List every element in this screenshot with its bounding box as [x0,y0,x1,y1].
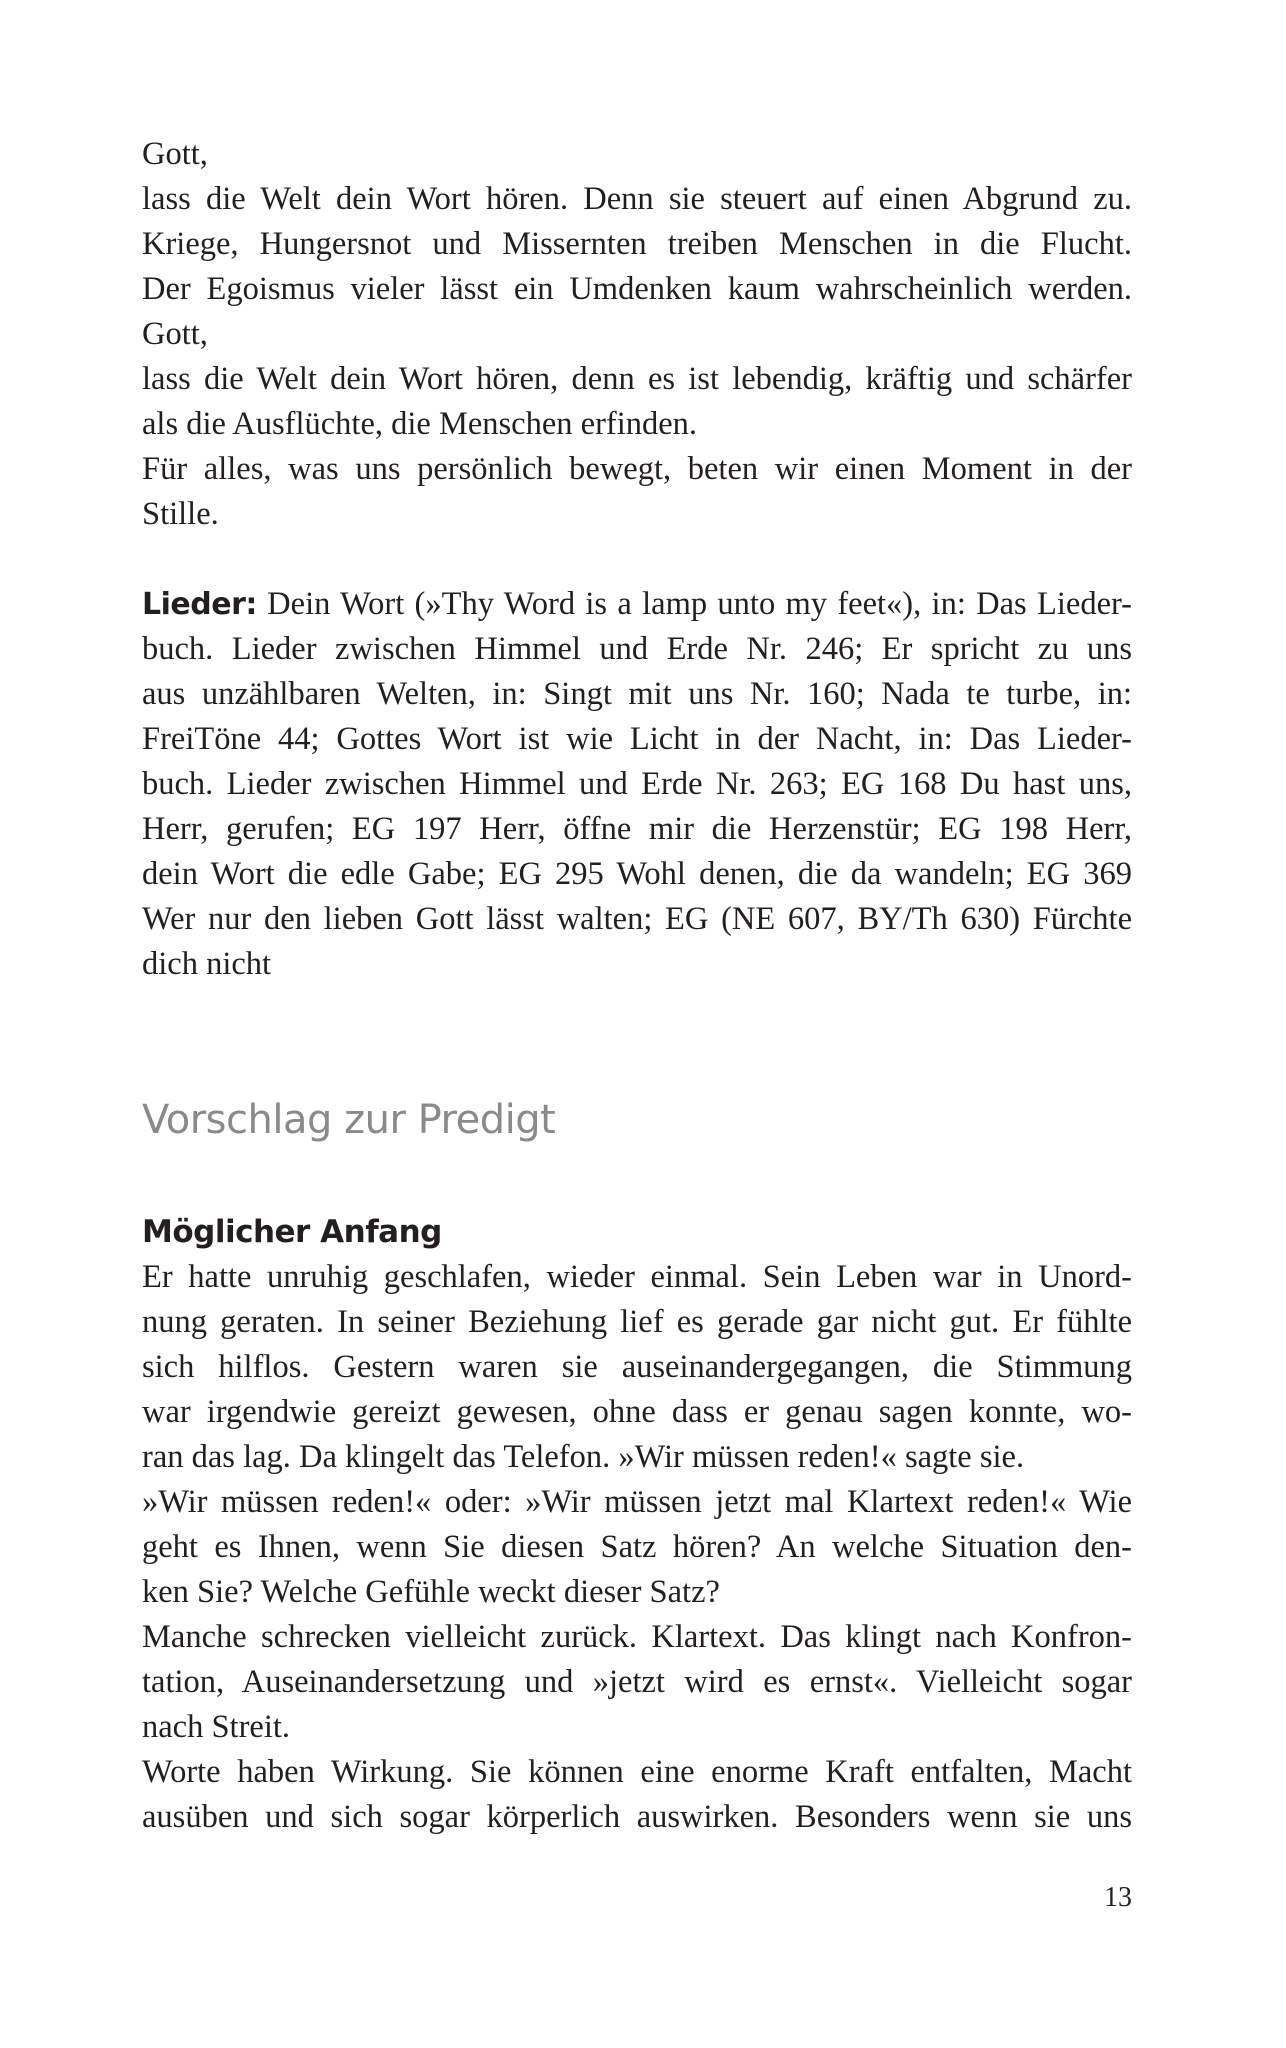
sermon-line: Er hatte unruhig geschlafen, wieder einmal. Sein Leben war in Unord- [142,1259,1132,1295]
sermon-line: »Wir müssen reden!« oder: »Wir müssen jetzt mal Klartext reden!« Wie [142,1484,1132,1520]
sermon-line: ran das lag. Da klingelt das Telefon. »Wir müssen reden!« sagte sie. [142,1439,1025,1475]
lieder-first-line [142,582,1132,627]
prayer-line: Gott, [142,316,208,352]
lieder-line: aus unzählbaren Welten, in: Singt mit uns Nr. 160; Nada te turbe, in: [142,676,1132,712]
lieder-first-text: Dein Wort (»Thy Word is a lamp unto my feet«), in: Das Lieder- [256,586,1132,622]
sermon-line: ausüben und sich sogar körperlich auswirken. Besonders wenn sie uns [142,1799,1132,1835]
page-number: 13 [1104,1882,1132,1913]
lieder-line: buch. Lieder zwischen Himmel und Erde Nr. 263; EG 168 Du hast uns, [142,766,1132,802]
lieder-block [142,582,1132,987]
lieder-line: dich nicht [142,946,272,982]
lieder-line: Wer nur den lieben Gott lässt walten; EG (NE 607, BY/Th 630) Fürchte [142,901,1132,937]
lieder-label: Lieder: [142,587,257,622]
prayer-line: lass die Welt dein Wort hören, denn es ist lebendig, kräftig und schärfer [142,361,1132,397]
sub-heading: Möglicher Anfang [142,1214,442,1250]
sermon-line: tation, Auseinandersetzung und »jetzt wird es ernst«. Vielleicht sogar [142,1664,1132,1700]
sermon-line: geht es Ihnen, wenn Sie diesen Satz hören? An welche Situation den- [142,1529,1132,1565]
prayer-line: Der Egoismus vieler lässt ein Umdenken kaum wahrscheinlich werden. [142,271,1132,307]
sermon-line: ken Sie? Welche Gefühle weckt dieser Satz? [142,1574,720,1610]
sermon-line: nach Streit. [142,1709,291,1745]
prayer-line: Stille. [142,496,219,532]
sermon-line: Worte haben Wirkung. Sie können eine enorme Kraft entfalten, Macht [142,1754,1132,1790]
prayer-line: Kriege, Hungersnot und Missernten treiben Menschen in die Flucht. [142,226,1132,262]
sermon-line: war irgendwie gereizt gewesen, ohne dass er genau sagen konnte, wo- [142,1394,1132,1430]
sermon-block [142,1255,1132,1840]
page-content [142,132,1132,1840]
prayer-line: lass die Welt dein Wort hören. Denn sie steuert auf einen Abgrund zu. [142,181,1132,217]
sermon-line: sich hilflos. Gestern waren sie auseinandergegangen, die Stimmung [142,1349,1132,1385]
lieder-line: Herr, gerufen; EG 197 Herr, öffne mir die Herzenstür; EG 198 Herr, [142,811,1132,847]
prayer-line: Gott, [142,136,208,172]
lieder-line: dein Wort die edle Gabe; EG 295 Wohl denen, die da wandeln; EG 369 [142,856,1132,892]
prayer-line: Für alles, was uns persönlich bewegt, beten wir einen Moment in der [142,451,1132,487]
section-heading: Vorschlag zur Predigt [142,1097,556,1143]
sermon-line: Manche schrecken vielleicht zurück. Klartext. Das klingt nach Konfron- [142,1619,1132,1655]
lieder-line: buch. Lieder zwischen Himmel und Erde Nr. 246; Er spricht zu uns [142,631,1132,667]
sermon-line: nung geraten. In seiner Beziehung lief es gerade gar nicht gut. Er fühlte [142,1304,1132,1340]
prayer-line: als die Ausflüchte, die Menschen erfinden. [142,406,698,442]
lieder-line: FreiTöne 44; Gottes Wort ist wie Licht in der Nacht, in: Das Lieder- [142,721,1132,757]
prayer-block [142,132,1132,537]
